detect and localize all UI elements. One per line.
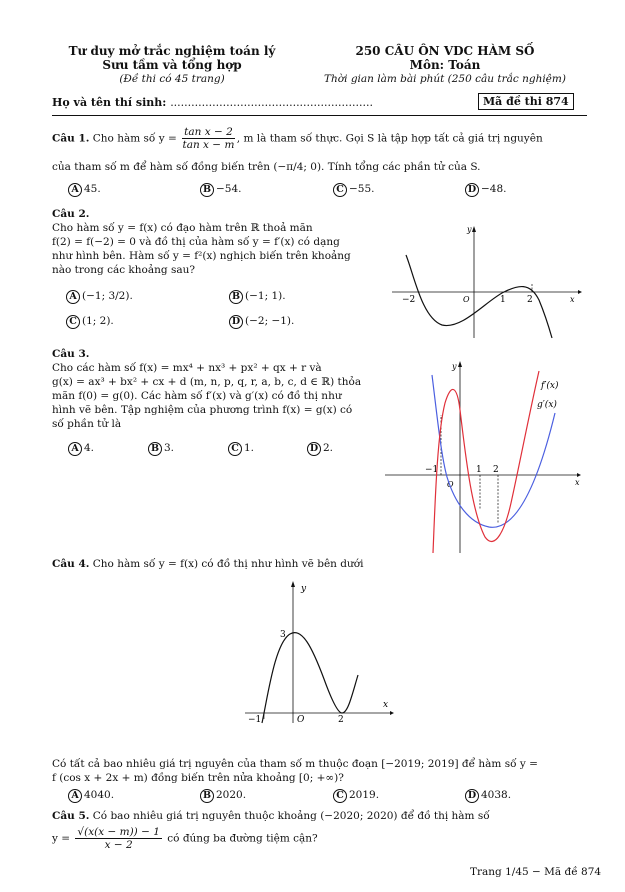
q5-frac-num: √(x(x − m)) − 1 (77, 826, 160, 838)
exam-time: Thời gian làm bài phút (250 câu trắc nghiệm) (324, 73, 566, 85)
q3-option-b[interactable] (148, 442, 174, 456)
q2-line-2: f(2) = f(−2) = 0 và đồ thị của hàm số y = f′(x) có dạng (52, 236, 340, 248)
q4-text2-line1: Có tất cả bao nhiêu giá trị nguyên của tham số m thuộc đoạn [−2019; 2019] để hàm số y = (52, 758, 538, 770)
q2-b-value: (−1; 1). (245, 290, 286, 302)
q3-line-2: g(x) = ax³ + bx² + cx + d (m, n, p, q, r, a, b, c, d ∈ ℝ) thỏa (52, 376, 362, 388)
q1-interval: (−π/4; 0) (273, 161, 322, 173)
q4-x-arrow (390, 711, 394, 715)
q2-line-3: như hình bên. Hàm số y = f²(x) nghịch biến trên khoảng (52, 250, 351, 262)
q3-a-value: 4. (84, 442, 95, 454)
header-right (300, 44, 590, 86)
question-5 (52, 809, 592, 823)
question-4 (52, 557, 592, 571)
q1-frac-den: tan x − m (182, 139, 235, 151)
q3-d-value: 2. (323, 442, 334, 454)
q1-a-value: 45. (84, 183, 101, 195)
q1-text-b: , m là tham số thực. Gọi S là tập hợp tất cả giá trị nguyên (236, 132, 543, 145)
q3-line-3: mãn f(0) = g(0). Các hàm số f′(x) và g′(x) có đồ thị như (52, 390, 342, 402)
q2-tick-2: 2 (527, 295, 533, 305)
q3-graph (385, 355, 585, 555)
q4-d-value: 4038. (481, 789, 512, 801)
q2-c-value: (1; 2). (82, 315, 114, 327)
q3-c-value: 1. (244, 442, 255, 454)
q2-c-letter: C (66, 315, 80, 329)
q3-y-label: y (452, 362, 457, 371)
student-label: Họ và tên thí sinh: (52, 96, 167, 109)
q2-a-letter: A (66, 290, 80, 304)
header-divider (52, 115, 587, 116)
question-2 (52, 207, 382, 277)
q4-d-letter: D (465, 789, 479, 803)
q1-fraction (182, 126, 235, 151)
page-footer: Trang 1/45 − Mã đề 874 (470, 866, 602, 878)
q3-tick-1: 1 (476, 465, 482, 475)
q2-tick-neg2: −2 (402, 295, 416, 305)
q1-a-letter: A (68, 183, 82, 197)
q1-label: Câu 1. (52, 132, 90, 145)
q2-a-value: (−1; 3/2). (82, 290, 133, 302)
question-3 (52, 347, 382, 431)
q3-option-c[interactable] (228, 442, 254, 456)
q2-option-d[interactable] (229, 315, 294, 329)
q4-y-arrow (291, 581, 295, 587)
q4-c-letter: C (333, 789, 347, 803)
q2-b-letter: B (229, 290, 243, 304)
q3-line-4: hình vẽ bên. Tập nghiệm của phương trình f(x) = g(x) có (52, 404, 353, 416)
q2-tick-1: 1 (500, 295, 506, 305)
q1-c-value: −55. (349, 183, 375, 195)
q4-x-label: x (383, 700, 389, 710)
q4-graph (240, 575, 400, 725)
q3-line-5: số phần tử là (52, 418, 122, 430)
q5-label: Câu 5. (52, 810, 90, 822)
q4-b-letter: B (200, 789, 214, 803)
q3-option-d[interactable] (307, 442, 333, 456)
q4-tick-neg1: −1 (248, 715, 262, 725)
question-5-line2 (52, 826, 592, 851)
q5-fraction (75, 826, 162, 851)
q4-label: Câu 4. (52, 558, 90, 570)
subject: Môn: Toán (409, 58, 481, 72)
q3-b-letter: B (148, 442, 162, 456)
q2-y-label: y (467, 225, 472, 234)
q4-tick-3: 3 (280, 630, 286, 640)
q4-tick-origin: O (297, 715, 305, 725)
q3-x-label: x (575, 478, 580, 487)
q4-a-letter: A (68, 789, 82, 803)
q2-option-a[interactable] (66, 290, 133, 304)
q4-c-value: 2019. (349, 789, 380, 801)
q2-d-value: (−2; −1). (245, 315, 295, 327)
q3-d-letter: D (307, 442, 321, 456)
q1-option-a[interactable] (68, 183, 101, 197)
q3-f-label: f′(x) (541, 381, 559, 391)
q4-y-label: y (301, 584, 307, 594)
q4-text2-line2: f (cos x + 2x + m) đồng biến trên nửa khoảng [0; +∞)? (52, 772, 344, 784)
header-left (52, 44, 292, 86)
q1-option-d[interactable] (465, 183, 507, 197)
header-left-pages: (Đề thi có 45 trang) (119, 73, 225, 85)
q1-text-c: của tham số m để hàm số đồng biến trên (52, 161, 271, 173)
student-dots: .......................................................... (170, 96, 373, 109)
q4-option-b[interactable] (200, 789, 246, 803)
q4-option-a[interactable] (68, 789, 114, 803)
q3-b-value: 3. (164, 442, 175, 454)
q2-line-1: Cho hàm số y = f(x) có đạo hàm trên ℝ thoả mãn (52, 222, 313, 234)
exam-title: 250 CÂU ÔN VDC HÀM SỐ (355, 44, 535, 58)
q1-frac-num: tan x − 2 (184, 126, 233, 138)
q5-text-c: có đúng ba đường tiệm cận? (167, 832, 318, 845)
q1-d-value: −48. (481, 183, 507, 195)
q4-text: Cho hàm số y = f(x) có đồ thị như hình vẽ bên dưới (92, 558, 364, 570)
q1-text-a: Cho hàm số y = (92, 132, 177, 145)
header-left-subtitle: Sưu tầm và tổng hợp (102, 58, 242, 72)
q2-tick-origin: O (463, 295, 470, 304)
q5-frac-den: x − 2 (104, 839, 133, 851)
q4-tick-2: 2 (338, 715, 344, 725)
q2-d-letter: D (229, 315, 243, 329)
question-1-line2 (52, 160, 592, 174)
exam-code-box: Mã đề thi 874 (478, 93, 574, 110)
question-1 (52, 126, 592, 151)
q3-tick-origin: O (447, 480, 454, 489)
q1-c-letter: C (333, 183, 347, 197)
q3-g-label: g′(x) (537, 400, 557, 410)
q2-graph (392, 220, 582, 340)
q1-d-letter: D (465, 183, 479, 197)
q3-label: Câu 3. (52, 348, 90, 360)
q3-line-1: Cho các hàm số f(x) = mx⁴ + nx³ + px² + qx + r và (52, 362, 322, 374)
q3-tick-neg1: −1 (425, 465, 439, 475)
q2-line-4: nào trong các khoảng sau? (52, 264, 195, 276)
q2-x-label: x (570, 295, 575, 304)
student-name-line (52, 96, 373, 109)
q2-option-b[interactable] (229, 290, 286, 304)
q2-label: Câu 2. (52, 208, 90, 220)
q3-option-a[interactable] (68, 442, 94, 456)
q4-a-value: 4040. (84, 789, 115, 801)
q4-b-value: 2020. (216, 789, 247, 801)
q4-option-d[interactable] (465, 789, 511, 803)
q1-option-b[interactable] (200, 183, 242, 197)
q1-option-c[interactable] (333, 183, 375, 197)
q4-option-c[interactable] (333, 789, 379, 803)
q3-c-letter: C (228, 442, 242, 456)
q3-tick-2: 2 (493, 465, 499, 475)
q3-a-letter: A (68, 442, 82, 456)
q2-option-c[interactable] (66, 315, 114, 329)
header-left-title: Tư duy mở trắc nghiệm toán lý (68, 44, 276, 58)
q4-curve (262, 633, 358, 723)
q1-b-value: −54. (216, 183, 242, 195)
q5-text-b: y = (52, 832, 71, 845)
q3-y-arrow (458, 361, 462, 367)
q2-x-arrow (578, 290, 582, 294)
q2-y-arrow (472, 226, 476, 232)
q5-text-a: Có bao nhiêu giá trị nguyên thuộc khoảng (−2020; 2020) để đồ thị hàm số (92, 810, 490, 822)
q3-x-arrow (577, 473, 581, 477)
q1-text-d: . Tính tổng các phần tử của S. (321, 161, 481, 173)
q3-g-prime-curve (432, 375, 555, 527)
q1-b-letter: B (200, 183, 214, 197)
